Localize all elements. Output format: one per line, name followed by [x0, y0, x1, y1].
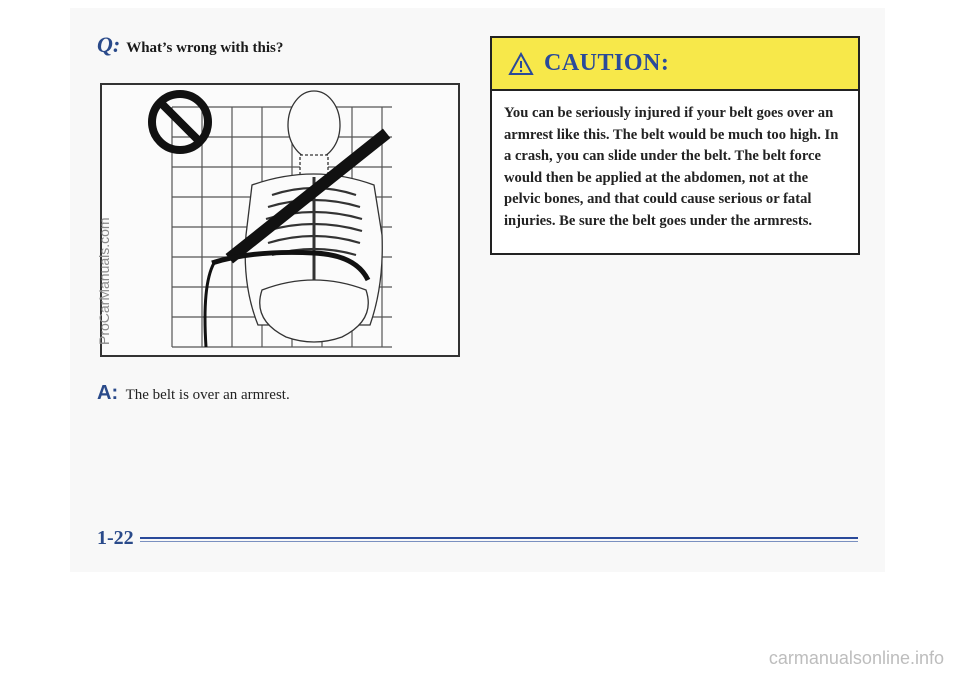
caution-title: CAUTION:	[544, 50, 670, 76]
footer-rule	[140, 537, 858, 539]
answer-marker: A:	[97, 382, 119, 404]
belt-illustration	[100, 83, 460, 357]
caution-header	[492, 38, 858, 91]
answer-line	[97, 382, 290, 405]
question-line	[97, 32, 283, 58]
caution-body: You can be seriously injured if your belt goes over an armrest like this. The belt would be much too high. In a crash, you can slide under the belt. The belt force would then be applied at the abdomen, not at the pelvic bones, and that could cause serious or fatal injuries. Be sure the belt goes under the armrests.	[504, 105, 839, 229]
torso-skeleton	[245, 91, 382, 342]
side-watermark: ProCarManuals.com	[96, 217, 112, 345]
no-sign-icon	[152, 94, 208, 150]
question-marker: Q:	[97, 32, 121, 57]
footer-rule-secondary	[140, 541, 858, 542]
warning-triangle-icon	[508, 52, 534, 76]
answer-text: The belt is over an armrest.	[125, 387, 290, 403]
bottom-watermark: carmanualsonline.info	[768, 648, 944, 668]
question-text: What’s wrong with this?	[126, 40, 284, 56]
page-number: 1-22	[97, 527, 134, 549]
caution-box	[490, 36, 860, 255]
